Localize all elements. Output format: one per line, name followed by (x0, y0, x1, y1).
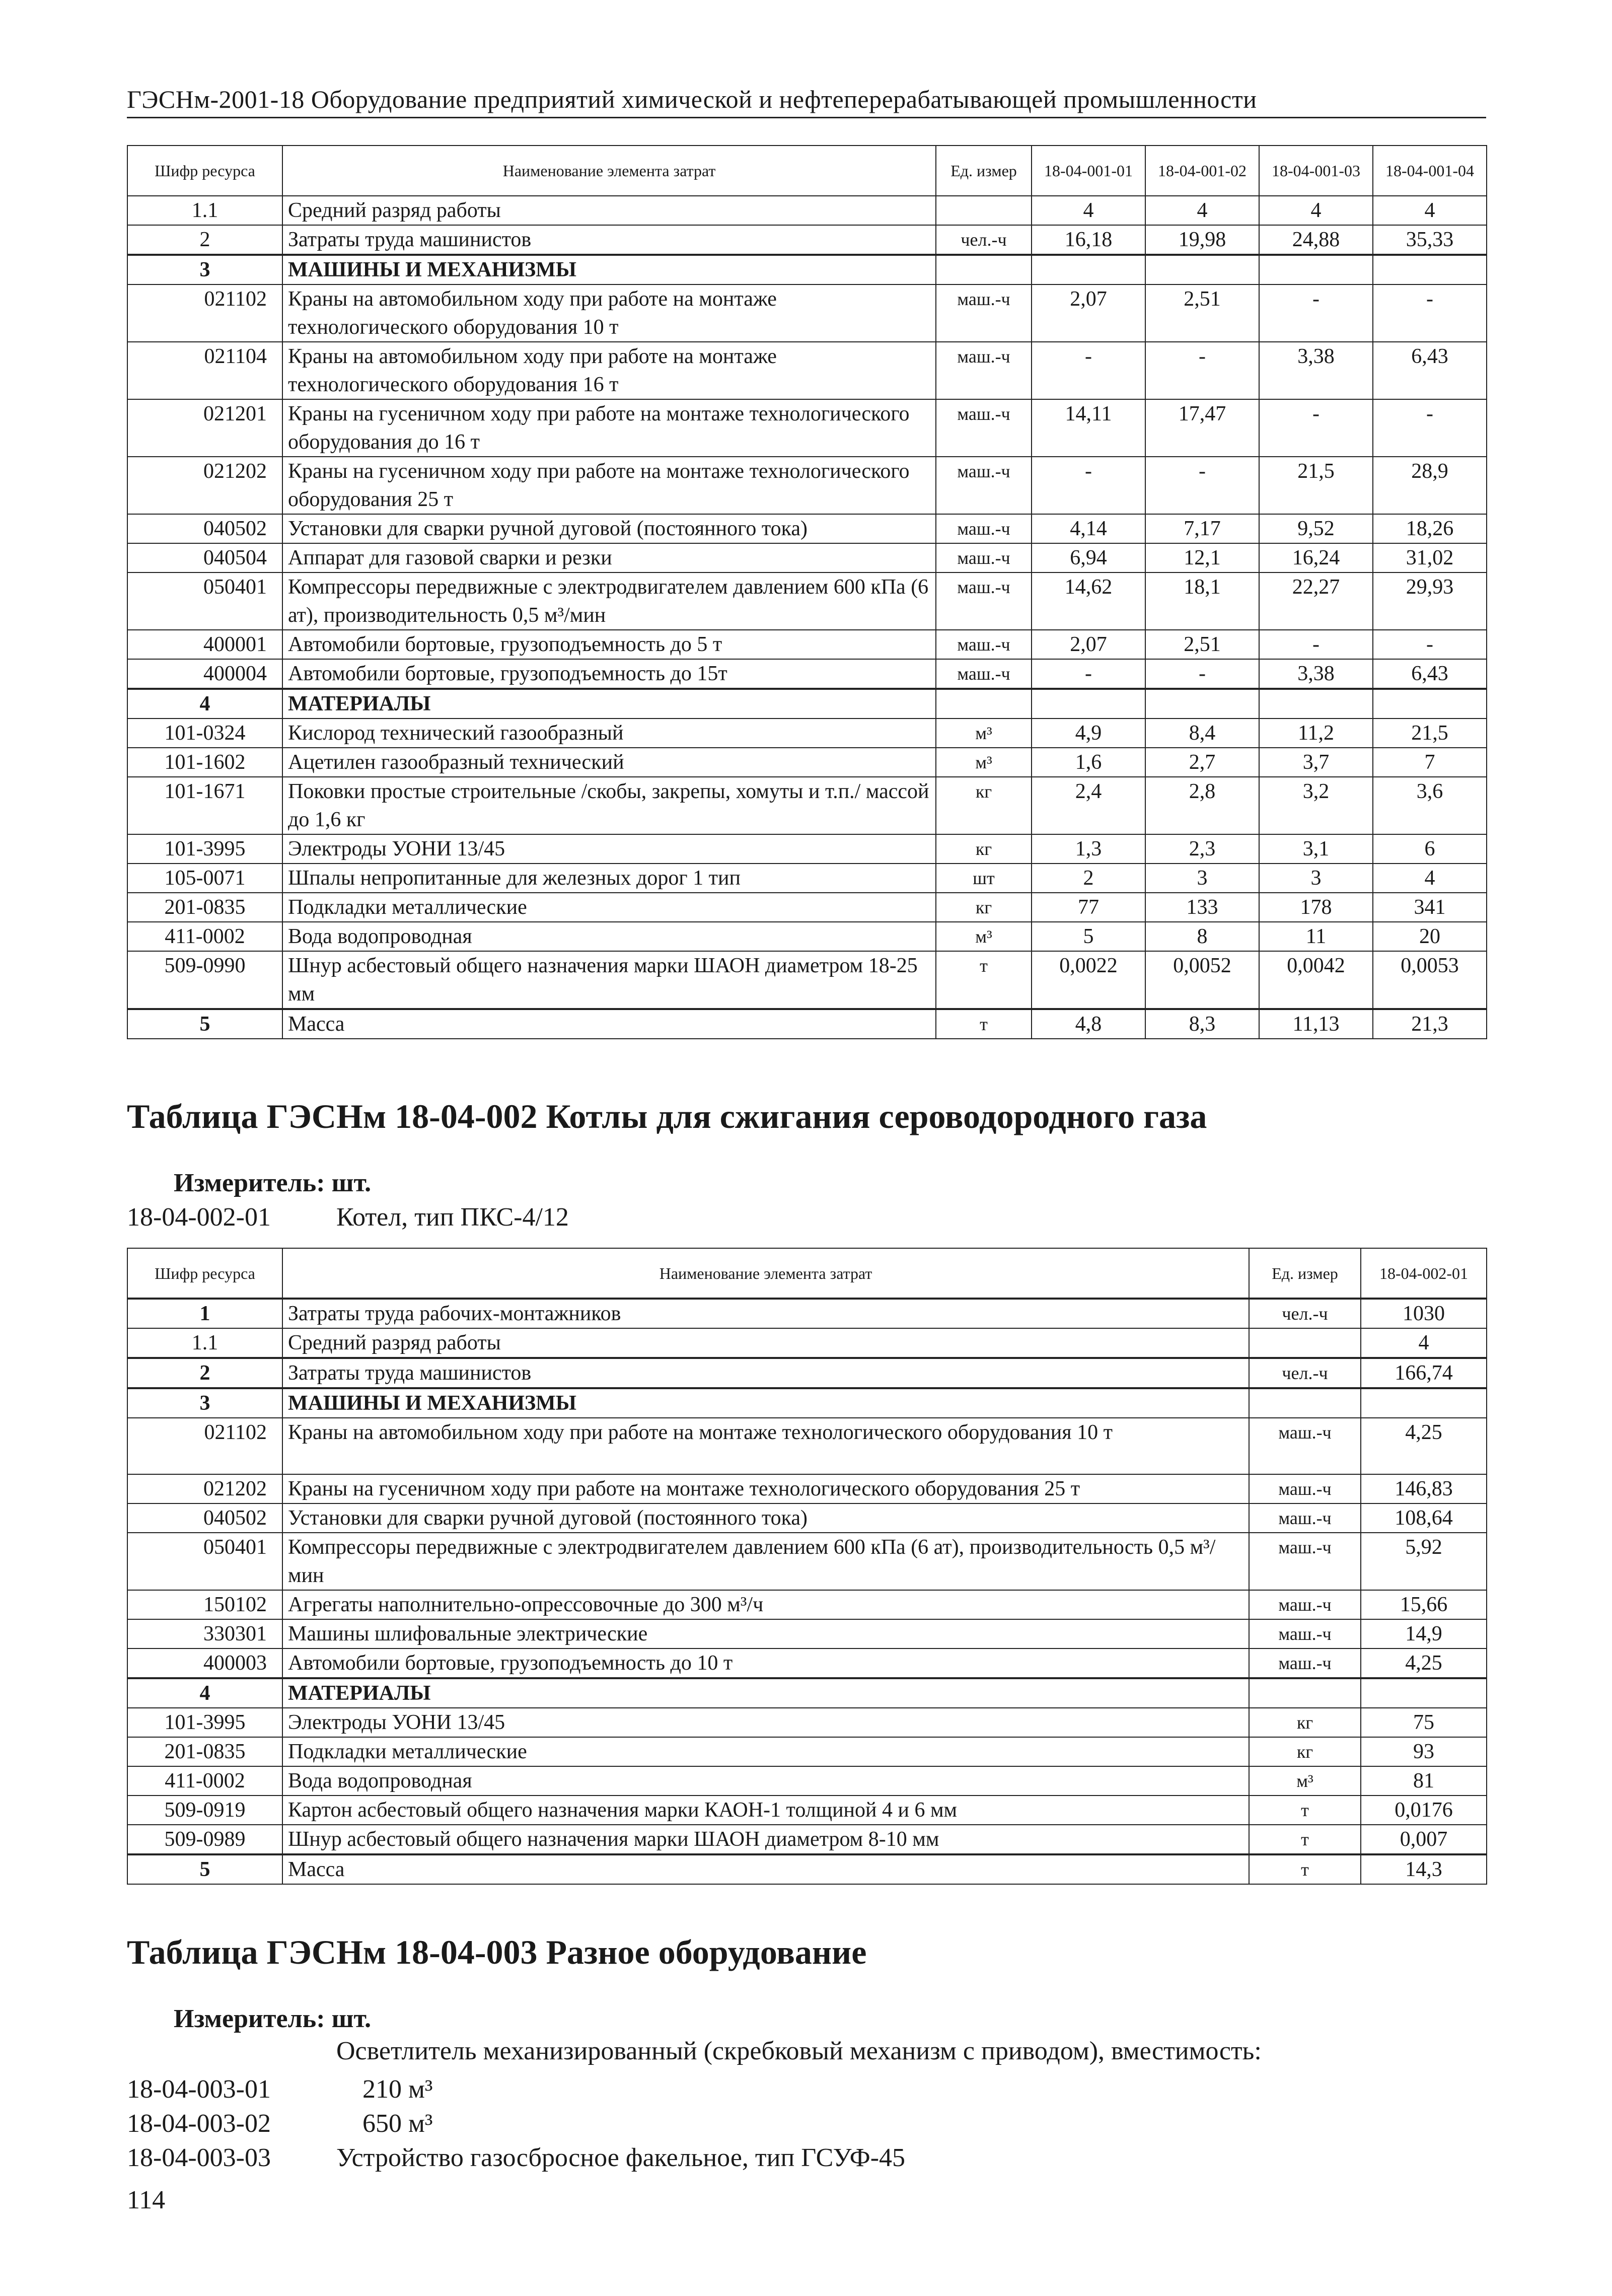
resource-table-18-04-001 (127, 145, 1487, 1039)
resource-value: 4 (1032, 196, 1145, 225)
resource-value: 3,38 (1259, 659, 1373, 689)
unit: шт (936, 864, 1032, 893)
table-row (127, 1796, 1487, 1825)
resource-value: 16,18 (1032, 225, 1145, 255)
resource-name: МАШИНЫ И МЕХАНИЗМЫ (282, 1388, 1249, 1418)
table-row (127, 1708, 1487, 1737)
table-row (127, 719, 1487, 748)
resource-value: 2,07 (1032, 630, 1145, 659)
unit: маш.-ч (936, 399, 1032, 457)
resource-value: 0,0042 (1259, 951, 1373, 1009)
resource-code: 040504 (127, 543, 282, 572)
header-col: 18-04-001-03 (1259, 146, 1373, 196)
table-row (127, 893, 1487, 922)
resource-name: Краны на гусеничном ходу при работе на монтаже технологического оборудования до 16 т (282, 399, 936, 457)
resource-code: 5 (127, 1854, 282, 1884)
resource-code: 050401 (127, 572, 282, 630)
header-unit: Ед. измер (936, 146, 1032, 196)
resource-value: - (1373, 399, 1487, 457)
resource-value: 4,8 (1032, 1009, 1145, 1039)
resource-value: 4 (1373, 196, 1487, 225)
resource-value: 133 (1145, 893, 1259, 922)
resource-value: 18,1 (1145, 572, 1259, 630)
resource-name: Краны на гусеничном ходу при работе на монтаже технологического оборудования 25 т (282, 457, 936, 514)
unit: маш.-ч (1249, 1590, 1361, 1619)
resource-value: 8,3 (1145, 1009, 1259, 1039)
section-row (127, 1388, 1487, 1418)
resource-code: 400004 (127, 659, 282, 689)
resource-code: 3 (127, 255, 282, 284)
resource-code: 101-3995 (127, 1708, 282, 1737)
resource-code: 4 (127, 689, 282, 719)
resource-code: 101-3995 (127, 834, 282, 864)
resource-value (1361, 1678, 1487, 1708)
table-row (127, 543, 1487, 572)
resource-name: Краны на автомобильном ходу при работе на монтаже технологического оборудования 16 т (282, 342, 936, 399)
unit: маш.-ч (936, 284, 1032, 342)
resource-value: 4 (1361, 1328, 1487, 1358)
resource-code: 021202 (127, 1474, 282, 1503)
unit: маш.-ч (1249, 1418, 1361, 1474)
section-row (127, 255, 1487, 284)
resource-value: 6,43 (1373, 342, 1487, 399)
resource-name: Автомобили бортовые, грузоподъемность до 10 т (282, 1648, 1249, 1678)
resource-name: Краны на гусеничном ходу при работе на монтаже технологического оборудования 25 т (282, 1474, 1249, 1503)
unit: маш.-ч (936, 342, 1032, 399)
resource-value: 15,66 (1361, 1590, 1487, 1619)
resource-name: Кислород технический газообразный (282, 719, 936, 748)
resource-code: 2 (127, 1358, 282, 1388)
resource-code: 5 (127, 1009, 282, 1039)
resource-name: Шнур асбестовый общего назначения марки ШАОН диаметром 18-25 мм (282, 951, 936, 1009)
resource-value: 166,74 (1361, 1358, 1487, 1388)
unit (1249, 1388, 1361, 1418)
resource-name: МАТЕРИАЛЫ (282, 689, 936, 719)
resource-value: 3,38 (1259, 342, 1373, 399)
table-row (127, 284, 1487, 342)
resource-value: 29,93 (1373, 572, 1487, 630)
running-header: ГЭСНм-2001-18 Оборудование предприятий химической и нефтеперерабатывающей промышленности (127, 85, 1257, 113)
resource-value: 1,6 (1032, 748, 1145, 777)
resource-value: 178 (1259, 893, 1373, 922)
item-code: 18-04-003-03 (127, 2143, 271, 2172)
unit (1249, 1678, 1361, 1708)
resource-value (1145, 689, 1259, 719)
unit: т (936, 1009, 1032, 1039)
resource-value (1145, 255, 1259, 284)
resource-code: 509-0919 (127, 1796, 282, 1825)
unit: т (1249, 1854, 1361, 1884)
resource-value: 8,4 (1145, 719, 1259, 748)
resource-name: МАТЕРИАЛЫ (282, 1678, 1249, 1708)
unit: кг (1249, 1708, 1361, 1737)
resource-value: 20 (1373, 922, 1487, 951)
resource-value: 2,7 (1145, 748, 1259, 777)
resource-code: 050401 (127, 1533, 282, 1590)
unit (936, 689, 1032, 719)
resource-code: 021102 (127, 1418, 282, 1474)
resource-value: 14,62 (1032, 572, 1145, 630)
resource-value: 2,51 (1145, 630, 1259, 659)
unit (936, 255, 1032, 284)
resource-value: 3,7 (1259, 748, 1373, 777)
resource-name: Электроды УОНИ 13/45 (282, 1708, 1249, 1737)
table-row (127, 777, 1487, 834)
table-row (127, 1619, 1487, 1648)
resource-value: 4,9 (1032, 719, 1145, 748)
resource-value (1032, 689, 1145, 719)
resource-code: 411-0002 (127, 922, 282, 951)
unit: м³ (1249, 1766, 1361, 1796)
table-row (127, 457, 1487, 514)
resource-name: Вода водопроводная (282, 922, 936, 951)
resource-value: 14,3 (1361, 1854, 1487, 1884)
resource-name: Ацетилен газообразный технический (282, 748, 936, 777)
unit: м³ (936, 719, 1032, 748)
unit: кг (936, 893, 1032, 922)
resource-value (1032, 255, 1145, 284)
resource-value: - (1032, 457, 1145, 514)
resource-value: 19,98 (1145, 225, 1259, 255)
resource-code: 040502 (127, 514, 282, 543)
resource-value (1361, 1388, 1487, 1418)
resource-value: 7 (1373, 748, 1487, 777)
resource-name: Аппарат для газовой сварки и резки (282, 543, 936, 572)
table-header-row (127, 146, 1487, 196)
resource-value: 0,007 (1361, 1825, 1487, 1854)
table-row (127, 1474, 1487, 1503)
resource-value: 31,02 (1373, 543, 1487, 572)
table-row (127, 1009, 1487, 1039)
resource-value: - (1145, 457, 1259, 514)
resource-value: 93 (1361, 1737, 1487, 1766)
table-row (127, 196, 1487, 225)
table-row (127, 1648, 1487, 1678)
resource-value: 4,14 (1032, 514, 1145, 543)
resource-value: 3,2 (1259, 777, 1373, 834)
resource-code: 509-0990 (127, 951, 282, 1009)
page-number: 114 (127, 2186, 166, 2214)
resource-code: 4 (127, 1678, 282, 1708)
resource-value: 5 (1032, 922, 1145, 951)
unit: чел.-ч (1249, 1299, 1361, 1328)
resource-value: - (1373, 630, 1487, 659)
resource-value: 35,33 (1373, 225, 1487, 255)
table-row (127, 1766, 1487, 1796)
resource-name: Средний разряд работы (282, 196, 936, 225)
resource-name: Компрессоры передвижные с электродвигателем давлением 600 кПа (6 ат), производительность 0,5 м³/мин (282, 572, 936, 630)
resource-code: 040502 (127, 1503, 282, 1533)
resource-code: 105-0071 (127, 864, 282, 893)
unit: кг (936, 834, 1032, 864)
unit: м³ (936, 748, 1032, 777)
resource-name: Затраты труда машинистов (282, 1358, 1249, 1388)
resource-value: 3,6 (1373, 777, 1487, 834)
table-row (127, 1503, 1487, 1533)
table-row (127, 514, 1487, 543)
header-col: 18-04-002-01 (1361, 1248, 1487, 1299)
resource-value (1259, 255, 1373, 284)
unit: кг (936, 777, 1032, 834)
table-row (127, 630, 1487, 659)
header-unit: Ед. измер (1249, 1248, 1361, 1299)
unit (936, 196, 1032, 225)
resource-name: Краны на автомобильном ходу при работе на монтаже технологического оборудования 10 т (282, 1418, 1249, 1474)
resource-name: Подкладки металлические (282, 1737, 1249, 1766)
section-row (127, 1678, 1487, 1708)
unit: маш.-ч (936, 572, 1032, 630)
resource-value: 77 (1032, 893, 1145, 922)
resource-name: Средний разряд работы (282, 1328, 1249, 1358)
resource-value: 24,88 (1259, 225, 1373, 255)
resource-code: 400001 (127, 630, 282, 659)
resource-table-18-04-002 (127, 1248, 1487, 1885)
resource-code: 1.1 (127, 1328, 282, 1358)
table3-meter: Измеритель: шт. (174, 2004, 372, 2033)
table-title-18-04-003: Таблица ГЭСНм 18-04-003 Разное оборудование (127, 1933, 867, 1971)
resource-value: 0,0053 (1373, 951, 1487, 1009)
table-row (127, 951, 1487, 1009)
resource-value: 4,25 (1361, 1418, 1487, 1474)
resource-value: 0,0176 (1361, 1796, 1487, 1825)
resource-value: 108,64 (1361, 1503, 1487, 1533)
table-header-row (127, 1248, 1487, 1299)
resource-value: - (1145, 659, 1259, 689)
unit (1249, 1328, 1361, 1358)
resource-value: 21,5 (1373, 719, 1487, 748)
unit: маш.-ч (936, 630, 1032, 659)
resource-name: Картон асбестовый общего назначения марки КАОН-1 толщиной 4 и 6 мм (282, 1796, 1249, 1825)
table-row (127, 1358, 1487, 1388)
resource-name: Шнур асбестовый общего назначения марки ШАОН диаметром 8-10 мм (282, 1825, 1249, 1854)
resource-value: 0,0052 (1145, 951, 1259, 1009)
resource-value: 5,92 (1361, 1533, 1487, 1590)
table-row (127, 225, 1487, 255)
resource-value: 81 (1361, 1766, 1487, 1796)
resource-code: 201-0835 (127, 893, 282, 922)
unit: маш.-ч (1249, 1648, 1361, 1678)
resource-value: - (1373, 284, 1487, 342)
resource-value: 11,13 (1259, 1009, 1373, 1039)
resource-name: Компрессоры передвижные с электродвигателем давлением 600 кПа (6 ат), производительность 0,5 м³/мин (282, 1533, 1249, 1590)
header-name: Наименование элемента затрат (282, 146, 936, 196)
resource-name: Масса (282, 1854, 1249, 1884)
resource-value: - (1032, 342, 1145, 399)
resource-value: 17,47 (1145, 399, 1259, 457)
unit: маш.-ч (936, 659, 1032, 689)
resource-name: Поковки простые строительные /скобы, закрепы, хомуты и т.п./ массой до 1,6 кг (282, 777, 936, 834)
unit: маш.-ч (936, 514, 1032, 543)
unit: маш.-ч (1249, 1533, 1361, 1590)
resource-value: - (1145, 342, 1259, 399)
table2-item-code: 18-04-002-01 (127, 1203, 271, 1232)
resource-value: - (1032, 659, 1145, 689)
table-row (127, 1533, 1487, 1590)
resource-value: - (1259, 284, 1373, 342)
resource-value: 2 (1032, 864, 1145, 893)
resource-name: Подкладки металлические (282, 893, 936, 922)
resource-value: 4 (1259, 196, 1373, 225)
resource-value: - (1259, 399, 1373, 457)
resource-name: Электроды УОНИ 13/45 (282, 834, 936, 864)
resource-name: Автомобили бортовые, грузоподъемность до 5 т (282, 630, 936, 659)
resource-code: 201-0835 (127, 1737, 282, 1766)
resource-value: 28,9 (1373, 457, 1487, 514)
table-row (127, 659, 1487, 689)
table-row (127, 1299, 1487, 1328)
resource-code: 1 (127, 1299, 282, 1328)
resource-value: 21,3 (1373, 1009, 1487, 1039)
table-row (127, 1825, 1487, 1854)
resource-value: 2,8 (1145, 777, 1259, 834)
resource-name: Затраты труда рабочих-монтажников (282, 1299, 1249, 1328)
item-name: 650 м³ (362, 2109, 433, 2138)
table-row (127, 1854, 1487, 1884)
unit: маш.-ч (1249, 1619, 1361, 1648)
resource-value: 16,24 (1259, 543, 1373, 572)
resource-value: 4,25 (1361, 1648, 1487, 1678)
resource-value (1373, 255, 1487, 284)
resource-value: 12,1 (1145, 543, 1259, 572)
resource-code: 101-0324 (127, 719, 282, 748)
resource-value: 22,27 (1259, 572, 1373, 630)
header-col: 18-04-001-04 (1373, 146, 1487, 196)
resource-value: 2,4 (1032, 777, 1145, 834)
resource-value: 2,51 (1145, 284, 1259, 342)
table-row (127, 1590, 1487, 1619)
unit: маш.-ч (1249, 1474, 1361, 1503)
unit: маш.-ч (936, 457, 1032, 514)
resource-value: 21,5 (1259, 457, 1373, 514)
resource-value: 18,26 (1373, 514, 1487, 543)
table3-intro: Осветлитель механизированный (скребковый механизм с приводом), вместимость: (336, 2037, 1262, 2065)
resource-code: 021201 (127, 399, 282, 457)
resource-value: 3,1 (1259, 834, 1373, 864)
header-col: 18-04-001-02 (1145, 146, 1259, 196)
resource-name: Агрегаты наполнительно-опрессовочные до 300 м³/ч (282, 1590, 1249, 1619)
resource-value (1373, 689, 1487, 719)
resource-value: 146,83 (1361, 1474, 1487, 1503)
section-row (127, 689, 1487, 719)
resource-value (1259, 689, 1373, 719)
resource-value: 4 (1145, 196, 1259, 225)
resource-value: 14,11 (1032, 399, 1145, 457)
table-row (127, 864, 1487, 893)
table-row (127, 572, 1487, 630)
unit: т (1249, 1825, 1361, 1854)
resource-name: Вода водопроводная (282, 1766, 1249, 1796)
table-row (127, 1737, 1487, 1766)
resource-value: 6,94 (1032, 543, 1145, 572)
resource-name: Установки для сварки ручной дуговой (постоянного тока) (282, 1503, 1249, 1533)
table2-meter: Измеритель: шт. (174, 1169, 372, 1197)
resource-value: 8 (1145, 922, 1259, 951)
resource-code: 021104 (127, 342, 282, 399)
header-code: Шифр ресурса (127, 146, 282, 196)
resource-value: 4 (1373, 864, 1487, 893)
resource-name: Затраты труда машинистов (282, 225, 936, 255)
unit: маш.-ч (1249, 1503, 1361, 1533)
resource-value: 6,43 (1373, 659, 1487, 689)
table-row (127, 1328, 1487, 1358)
resource-value: 3 (1145, 864, 1259, 893)
table2-item-name: Котел, тип ПКС-4/12 (336, 1203, 569, 1232)
table-row (127, 922, 1487, 951)
resource-code: 101-1602 (127, 748, 282, 777)
table-row (127, 1418, 1487, 1474)
resource-code: 3 (127, 1388, 282, 1418)
table-row (127, 748, 1487, 777)
table-row (127, 834, 1487, 864)
item-code: 18-04-003-02 (127, 2109, 271, 2138)
resource-value: 1,3 (1032, 834, 1145, 864)
resource-name: Масса (282, 1009, 936, 1039)
resource-value: 1030 (1361, 1299, 1487, 1328)
resource-code: 330301 (127, 1619, 282, 1648)
resource-value: 75 (1361, 1708, 1487, 1737)
table-row (127, 399, 1487, 457)
resource-value: 341 (1373, 893, 1487, 922)
unit: чел.-ч (936, 225, 1032, 255)
resource-value: 11,2 (1259, 719, 1373, 748)
resource-value: - (1259, 630, 1373, 659)
resource-name: МАШИНЫ И МЕХАНИЗМЫ (282, 255, 936, 284)
resource-code: 2 (127, 225, 282, 255)
item-name: Устройство газосбросное факельное, тип ГСУФ-45 (336, 2143, 906, 2172)
resource-code: 411-0002 (127, 1766, 282, 1796)
resource-code: 509-0989 (127, 1825, 282, 1854)
resource-value: 9,52 (1259, 514, 1373, 543)
header-col: 18-04-001-01 (1032, 146, 1145, 196)
unit: т (936, 951, 1032, 1009)
resource-value: 3 (1259, 864, 1373, 893)
table-title-18-04-002: Таблица ГЭСНм 18-04-002 Котлы для сжигания сероводородного газа (127, 1097, 1207, 1135)
resource-name: Шпалы непропитанные для железных дорог 1 тип (282, 864, 936, 893)
resource-value: 14,9 (1361, 1619, 1487, 1648)
resource-value: 2,3 (1145, 834, 1259, 864)
resource-code: 400003 (127, 1648, 282, 1678)
header-code: Шифр ресурса (127, 1248, 282, 1299)
header-name: Наименование элемента затрат (282, 1248, 1249, 1299)
unit: маш.-ч (936, 543, 1032, 572)
unit: чел.-ч (1249, 1358, 1361, 1388)
resource-value: 11 (1259, 922, 1373, 951)
resource-code: 150102 (127, 1590, 282, 1619)
resource-name: Краны на автомобильном ходу при работе на монтаже технологического оборудования 10 т (282, 284, 936, 342)
resource-name: Машины шлифовальные электрические (282, 1619, 1249, 1648)
resource-code: 101-1671 (127, 777, 282, 834)
item-name: 210 м³ (362, 2075, 433, 2104)
resource-value: 7,17 (1145, 514, 1259, 543)
unit: т (1249, 1796, 1361, 1825)
resource-value: 0,0022 (1032, 951, 1145, 1009)
resource-code: 021202 (127, 457, 282, 514)
unit: м³ (936, 922, 1032, 951)
item-code: 18-04-003-01 (127, 2075, 271, 2104)
resource-code: 1.1 (127, 196, 282, 225)
resource-name: Установки для сварки ручной дуговой (постоянного тока) (282, 514, 936, 543)
resource-value: 6 (1373, 834, 1487, 864)
resource-name: Автомобили бортовые, грузоподъемность до 15т (282, 659, 936, 689)
resource-code: 021102 (127, 284, 282, 342)
resource-value: 2,07 (1032, 284, 1145, 342)
table-row (127, 342, 1487, 399)
unit: кг (1249, 1737, 1361, 1766)
header-rule (127, 117, 1486, 118)
